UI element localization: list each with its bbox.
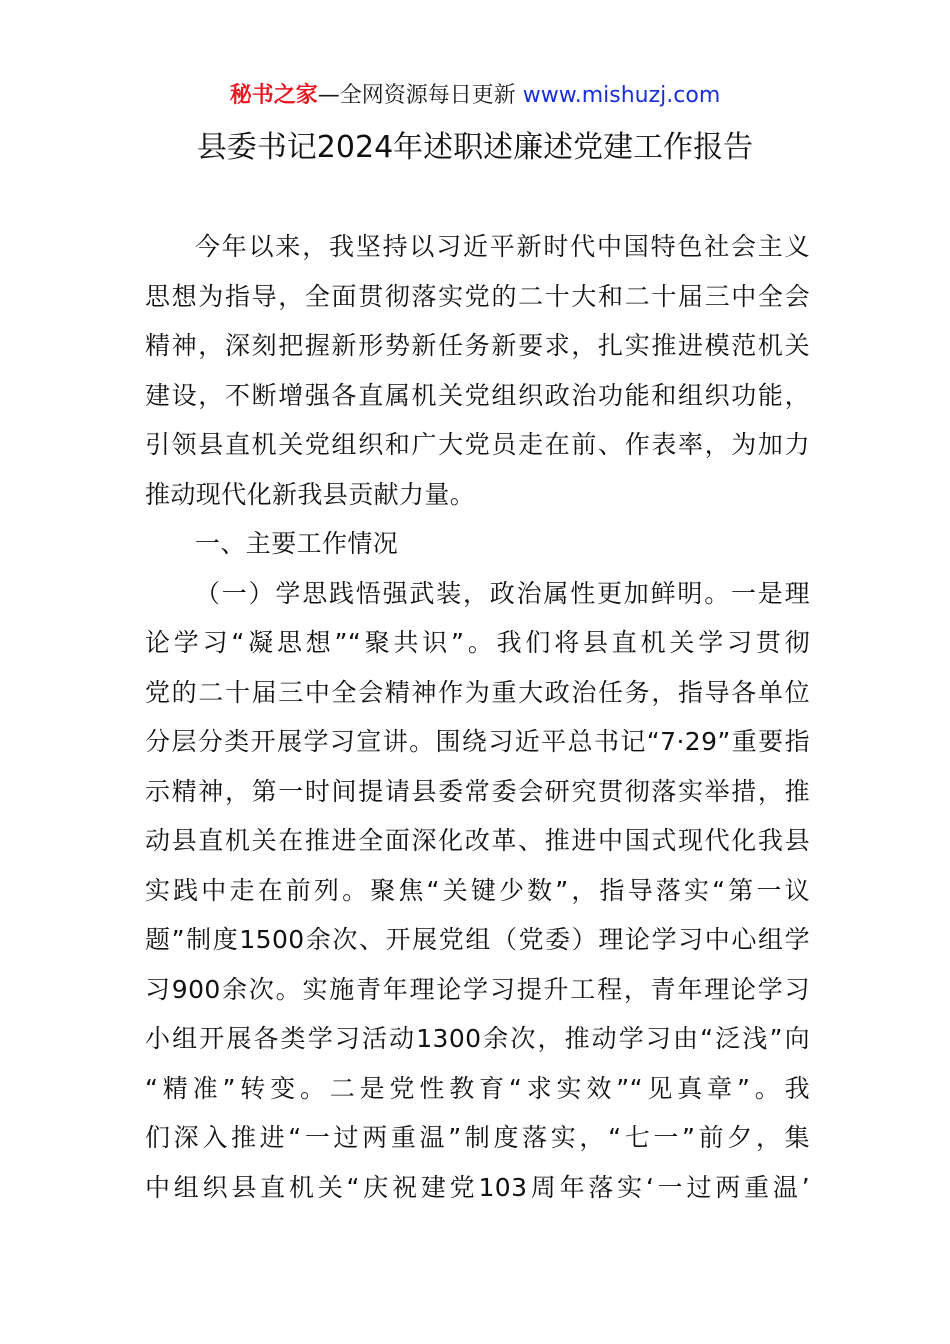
paragraph-line: 引领县直机关党组织和广大党员走在前、作表率，为加力 [145, 430, 810, 459]
document-title: 县委书记2024年述职述廉述党建工作报告 [196, 130, 754, 165]
paragraph-line: “精准”转变。二是党性教育“求实效”“见真章”。我 [145, 1073, 810, 1103]
section-heading: 一、主要工作情况 [195, 529, 399, 558]
paragraph-line: 精神，深刻把握新形势新任务新要求，扎实推进模范机关 [145, 331, 810, 360]
paragraph-line: 论学习“凝思想”“聚共识”。我们将县直机关学习贯彻 [145, 628, 810, 657]
paragraph-line: 建设，不断增强各直属机关党组织政治功能和组织功能， [145, 380, 810, 410]
paragraph-line: 中组织县直机关“庆祝建党103周年落实‘一过两重温’ [145, 1172, 810, 1202]
document-body [145, 222, 810, 1212]
brand-name: 秘书之家 [229, 83, 318, 108]
paragraph-line: 示精神，第一时间提请县委常委会研究贯彻落实举措，推 [145, 776, 810, 806]
paragraph-line: 题”制度1500余次、开展党组（党委）理论学习中心组学 [145, 925, 810, 954]
paragraph-line: 思想为指导，全面贯彻落实党的二十大和二十届三中全会 [145, 281, 810, 311]
paragraph-line: 们深入推进“一过两重温”制度落实，“七一”前夕，集 [145, 1123, 810, 1152]
paragraph-line: 习900余次。实施青年理论学习提升工程，青年理论学习 [145, 974, 810, 1004]
paragraph-line: 党的二十届三中全会精神作为重大政治任务，指导各单位 [145, 677, 810, 707]
header-slogan: —全网资源每日更新 [317, 83, 523, 108]
paragraph-line: 分层分类开展学习宣讲。围绕习近平总书记“7·29”重要指 [145, 727, 810, 756]
paragraph-line: 今年以来，我坚持以习近平新时代中国特色社会主义 [195, 232, 810, 261]
paragraph-line: （一）学思践悟强武装，政治属性更加鲜明。一是理 [195, 578, 810, 608]
paragraph-line: 动县直机关在推进全面深化改革、推进中国式现代化我县 [145, 826, 810, 855]
paragraph-line: 实践中走在前列。聚焦“关键少数”，指导落实“第一议 [145, 875, 810, 905]
paragraph-line: 推动现代化新我县贡献力量。 [145, 479, 476, 509]
site-header [0, 80, 950, 112]
site-url-link[interactable]: www.mishuzj.com [522, 83, 721, 108]
paragraph-line: 小组开展各类学习活动1300余次，推动学习由“泛浅”向 [145, 1024, 810, 1053]
